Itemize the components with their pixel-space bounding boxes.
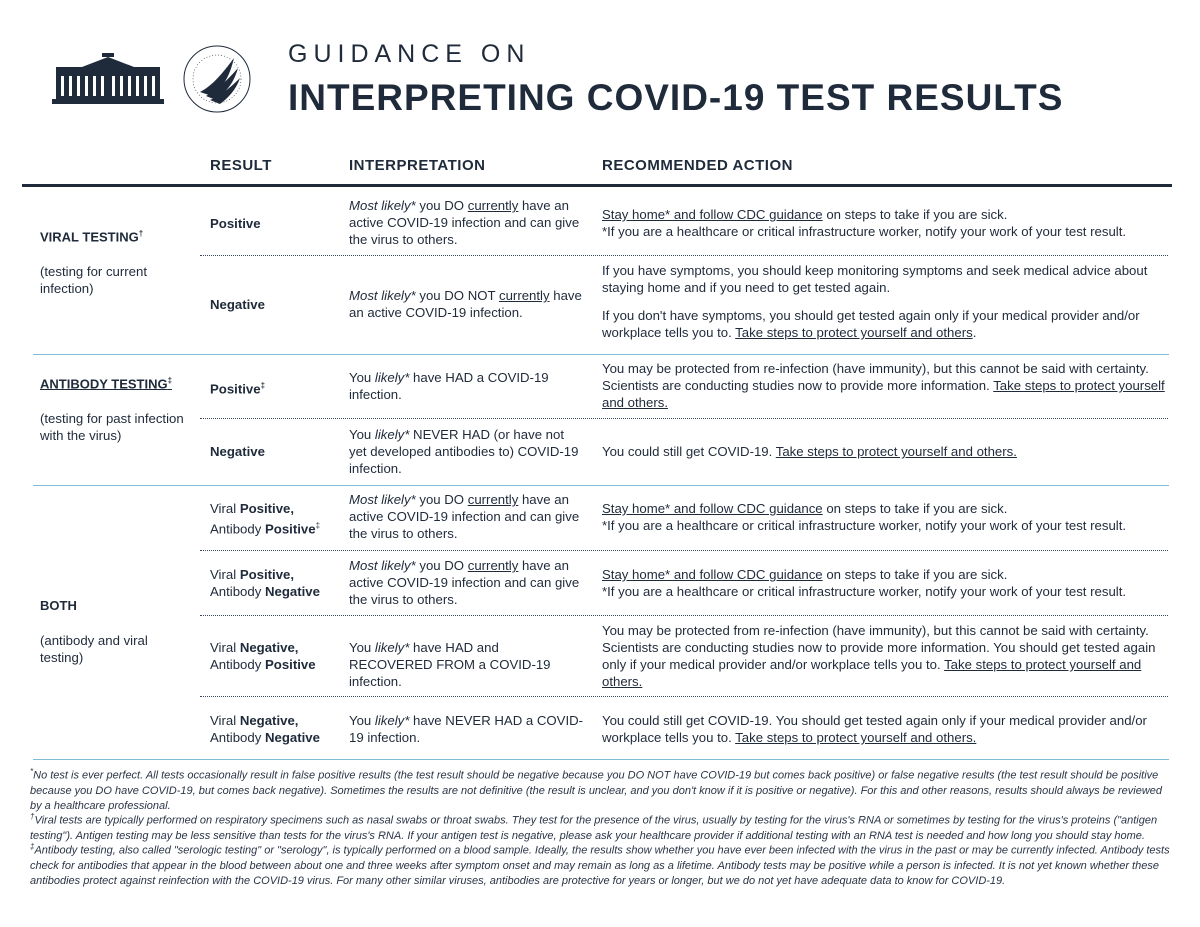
result-both-vpos-apos: Viral Positive, Antibody Positive‡ — [210, 501, 321, 537]
protect-yourself-link[interactable]: Take steps to protect yourself and others. — [775, 444, 1017, 459]
result-viral-positive: Positive — [210, 216, 261, 231]
action-viral-positive: Stay home* and follow CDC guidance on steps to take if you are sick. *If you are a healthcare or critical infrastructure worker, notify your work of your test result. — [602, 207, 1127, 239]
title-block — [288, 40, 1063, 119]
row-divider — [200, 418, 1168, 419]
result-both-vneg-apos: Viral Negative, Antibody Positive — [210, 640, 316, 672]
header-logos — [52, 44, 252, 114]
protect-yourself-link[interactable]: Take steps to protect yourself and others. — [602, 378, 1165, 410]
page-title: INTERPRETING COVID-19 TEST RESULTS — [288, 77, 1064, 118]
action-antibody-negative: You could still get COVID-19. Take steps to protect yourself and others. — [602, 444, 1017, 459]
section-antibody-subtitle: (testing for past infection with the virus) — [40, 411, 184, 443]
header-divider — [22, 184, 1172, 187]
result-antibody-negative: Negative — [210, 444, 265, 459]
action-antibody-positive: You may be protected from re-infection (have immunity), but this cannot be said with certainty. Scientists are conducting studies now to provide more information. Take steps to protect yourself and others. — [602, 361, 1165, 410]
action-both-vpos-apos: Stay home* and follow CDC guidance on steps to take if you are sick. *If you are a healthcare or critical infrastructure worker, notify your work of your test result. — [602, 501, 1127, 533]
footnote-no-test-perfect: *No test is ever perfect. All tests occasionally result in false positive results (the test result should be negative because you DO NOT have COVID-19 but comes back positive) or false negative results (the test result should be positive because you DO have COVID-19, but comes back negative). Sometimes the results are not definitive (the result is unclear, and you don't know if it is positive or negative). For this and other reasons, results should always be reviewed by a healthcare professional. — [30, 767, 1163, 812]
col-header-action: RECOMMENDED ACTION — [602, 157, 793, 174]
interp-viral-negative: Most likely* you DO NOT currently have an active COVID-19 infection. — [349, 288, 582, 320]
hhs-seal-icon — [182, 44, 252, 114]
row-divider — [200, 696, 1168, 697]
section-both-subtitle: (antibody and viral testing) — [40, 633, 148, 665]
cdc-guidance-link[interactable]: Stay home* and follow CDC guidance — [602, 567, 823, 582]
section-divider — [33, 354, 1169, 355]
footnote-antibody-testing: ‡Antibody testing, also called "serologic testing" or "serology", is typically performed on a blood sample. Ideally, the results show whether you have ever been infected with the virus in the past or may be currently infected. Antibody tests check for antibodies that appear in the blood between about one and three weeks after symptom onset and may remain as long as a lifetime. Antibody tests may be positive while a person is infected. It is not yet known whether these antibodies protect against reinfection with the COVID-19 virus. For many other similar viruses, antibodies are protective for years or longer, but we do not yet have adequate data to know for COVID-19. — [30, 842, 1170, 887]
interp-antibody-positive: You likely* have HAD a COVID-19 infection. — [349, 370, 549, 402]
protect-yourself-link[interactable]: Take steps to protect yourself and others. — [602, 657, 1142, 689]
protect-yourself-link[interactable]: Take steps to protect yourself and others. — [735, 730, 977, 745]
result-both-vpos-aneg: Viral Positive, Antibody Negative — [210, 567, 320, 599]
col-header-interpretation: INTERPRETATION — [349, 157, 486, 174]
interp-both-vpos-aneg: Most likely* you DO currently have an active COVID-19 infection and can give the virus to others. — [349, 558, 580, 607]
row-divider — [200, 615, 1168, 616]
row-divider — [200, 255, 1168, 256]
white-house-logo-icon — [52, 51, 164, 107]
section-viral-title: VIRAL TESTING† — [40, 229, 144, 245]
cdc-guidance-link[interactable]: Stay home* and follow CDC guidance — [602, 207, 823, 222]
section-divider — [33, 485, 1169, 486]
action-both-vneg-apos: You may be protected from re-infection (have immunity), but this cannot be said with certainty. Scientists are conducting studies now to provide more information. You should get tested again only if your medical provider and/or workplace tells you to. Take steps to protect yourself and others. — [602, 623, 1156, 689]
interp-both-vneg-apos: You likely* have HAD and RECOVERED FROM a COVID-19 infection. — [349, 640, 551, 689]
interp-both-vneg-aneg: You likely* have NEVER HAD a COVID-19 infection. — [349, 713, 584, 745]
action-both-vneg-aneg: You could still get COVID-19. You should get tested again only if your medical provider and/or workplace tells you to. Take steps to protect yourself and others. — [602, 713, 1147, 745]
interp-antibody-negative: You likely* NEVER HAD (or have not yet developed antibodies to) COVID-19 infection. — [349, 427, 579, 476]
protect-yourself-link[interactable]: Take steps to protect yourself and others — [735, 325, 973, 340]
cdc-guidance-link[interactable]: Stay home* and follow CDC guidance — [602, 501, 823, 516]
col-header-result: RESULT — [210, 157, 272, 174]
section-divider — [33, 759, 1169, 760]
result-both-vneg-aneg: Viral Negative, Antibody Negative — [210, 713, 320, 745]
footnote-viral-tests: †Viral tests are typically performed on respiratory specimens such as nasal swabs or throat swabs. They test for the presence of the virus, usually by testing for the virus's RNA or sometimes by testing for the virus's proteins ("antigen testing"). Antigen testing may be less sensitive than tests for the virus's RNA. If your antigen test is negative, please ask your healthcare provider if additional testing with an RNA test is needed and how long you should stay home. — [30, 812, 1158, 842]
action-viral-negative: If you have symptoms, you should keep monitoring symptoms and seek medical advice about staying home and if you need to get tested again. If you don't have symptoms, you should get tested again only if your medical provider and/or workplace tells you to. Take steps to protect yourself and others. — [602, 263, 1148, 340]
result-antibody-positive: Positive‡ — [210, 381, 266, 397]
guidance-eyebrow: GUIDANCE ON — [288, 40, 531, 68]
interp-viral-positive: Most likely* you DO currently have an active COVID-19 infection and can give the virus to others. — [349, 198, 580, 247]
section-antibody-title: ANTIBODY TESTING‡ — [40, 376, 173, 392]
section-both-title: BOTH — [40, 598, 77, 613]
row-divider — [200, 550, 1168, 551]
section-viral-subtitle: (testing for current infection) — [40, 264, 148, 296]
result-viral-negative: Negative — [210, 297, 265, 312]
action-both-vpos-aneg: Stay home* and follow CDC guidance on steps to take if you are sick. *If you are a healthcare or critical infrastructure worker, notify your work of your test result. — [602, 567, 1127, 599]
interp-both-vpos-apos: Most likely* you DO currently have an active COVID-19 infection and can give the virus to others. — [349, 492, 580, 541]
